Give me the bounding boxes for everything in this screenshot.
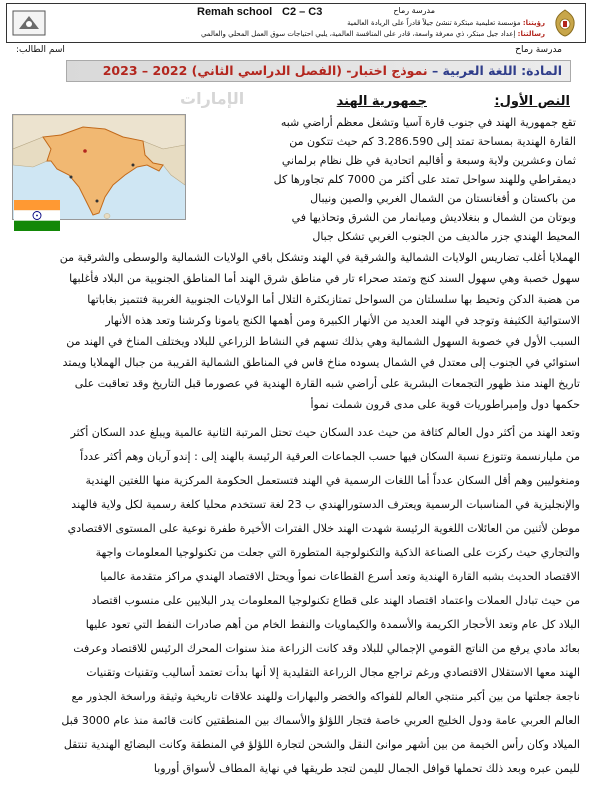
text-line: من مليارنسمة وتتوزع نسبة السكان فيها حسب الجماعات العرقية الرئيسة بالهند إلى : إندو آريان وهم أكثر عدداً [80, 450, 580, 463]
text-line: وتعد الهند من أكثر دول العالم كثافة من حيث عدد السكان حيث تحتل المرتبة الثانية عالمية ويبلغ عدد السكان أكثر [70, 426, 580, 439]
text-line: استوائي في الجنوب إلى معتدل في الشمال يسوده مناخ قاس في المناطق الشمالية القريبة من جبال الهملايا ويمتد [62, 356, 580, 369]
watermark-text: الإمارات [180, 89, 245, 108]
text-line: تقع جمهورية الهند في جنوب قارة آسيا وتشغل معظم أراضي شبه [280, 116, 576, 129]
text-line: تاريخ الهند منذ ظهور التجمعات البشرية على أراضي شبه القارة الهندية في عصورما قبل التاريخ وقد تعاقبت على [74, 377, 580, 390]
school-header [6, 3, 586, 43]
school-name-line: مدرسة رماح [515, 45, 562, 55]
school-logo-icon [11, 7, 47, 39]
text-line: سهول خصبة وهي سهول السند كنج وتمتد صحراء تار في مناطق شرق الهند أما المناطق الجنوبية من البلاد فأغلبها [69, 272, 580, 285]
grades-label: C2 – C3 [282, 6, 323, 18]
text-line: بعائد مادي يرفع من الناتج القومي الإجمالي للبلاد وقد كانت الزراعة منذ سنوات المحرك الرئيس للاقتصاد وعرفت [73, 642, 580, 655]
text-line: الاقتصاد الحديث بشبه القارة الهندية وتعد أسرع القطاعات نموأ ويحتل الاقتصاد الهندي مراكز متقدمة عالميا [100, 570, 580, 583]
section-title: النص الأول: [494, 94, 570, 109]
school-name-ar: مدرسة رماح [393, 6, 435, 15]
uae-emblem-icon [551, 8, 579, 38]
text-line: والإنجليزية في المناسبات الرسمية ويعترف الدستورالهندي ب 23 لغة تستخدم محليا كلغة رسمية لكل ولاية فالهند [71, 498, 580, 511]
text-line: والتجاري حيث ركزت على الصناعة الذكية والتكنولوجية المتطورة التي جعلت من تكنولوجيا المعلومات واجهة [95, 546, 580, 559]
text-line: السبب الأول في خصوبة السهول الشمالية وهي بذلك تسهم في النشاط الزراعي للبلاد ويختلف المناخ في الهند من [66, 335, 580, 348]
mission-statement [201, 30, 545, 38]
india-flag-icon [14, 200, 60, 231]
exam-title-bar [66, 60, 571, 82]
text-line: حكمها دول وإمبراطوريات قوية على مدى قرون شملت نموأ [310, 398, 580, 411]
mission-text: إعداد جيل مبتكر، ذي معرفة واسعة، قادر على المنافسة العالمية، يلبي احتياجات سوق العمل المحلي والعالمي [200, 30, 516, 38]
text-line: المحيط الهندي جزر مالديف من الجنوب الغربي تشكل جبال [312, 230, 580, 243]
text-line: ناجعة جعلتها من بين أكبر منتجي العالم للفواكه والخضر والبهارات وللهند علاقات تاريخية وثيقة وراسخة الجذور مع [71, 690, 580, 703]
mission-label: رسالتنا: [517, 30, 545, 38]
text-line: العالم العربي عامة ودول الخليج العربي خاصة فتجار اللؤلؤ والأسماك بين المنطقتين كانت قائمة منذ عام 3000 قبل [61, 714, 580, 727]
text-line: من هضبة الدكن وتحيط بها سلسلتان من السواحل تمتازبكثرة التلال أما الولايات الجنوبية الغربية فتتميز بغاباتها [87, 293, 580, 306]
text-line: ثمان وعشرين ولاية وسبعة و أقاليم اتحادية في ظل نظام برلماني [281, 154, 576, 167]
text-line: الهملايا أغلب تضاريس الولايات الشمالية والشرقية في الهند وتشكل باقي الولايات الشمالية والوسطى والشرقية من [59, 251, 580, 264]
text-line: وبوتان من الشمال و بنغلاديش وميانمار من الشرق وتحاذيها في [291, 211, 576, 224]
student-name-label: اسم الطالب: [16, 45, 65, 55]
text-line: الميلاد وكان رأس الخيمة من بين أشهر موانئ النقل والشحن لتجارة اللؤلؤ في المنطقة وكانت البضائع الهندية تنتقل [63, 738, 580, 751]
text-line: ومنغوليين وهم أقل السكان عدداً أما اللغات الرسمية في الهند فتستعمل الحكومة المركزية منها اللغتين الهندية [85, 474, 580, 487]
text-line: لليمن عبره وبعد ذلك تحملها قوافل الجمال لليمن لتجد طريقها في نهاية المطاف لأسواق أوروبا [153, 762, 580, 775]
school-name-en: Remah school [197, 6, 273, 18]
vision-text: مؤسسة تعليمية مبتكرة تنشئ جيلاً قادراً على الريادة العالمية [347, 19, 521, 27]
text-line: الاستوائية الكثيفة وتوجد في الهند العديد من الأنهار الكبيرة ومن أهمها الكنج يامونا وكرشنا وتعد هذه الأنهار [105, 314, 580, 327]
text-line: من باكستان و أفغانستان من الشمال الغربي والصين ونيبال [310, 192, 576, 205]
article-title: جمهورية الهند [336, 94, 427, 109]
text-line: البلاد كل عام وتعد الأحجار الكريمة والأسمدة والكيماويات والنفط الخام من أهم صادرات النفط التي تعود عليها [85, 618, 580, 631]
text-line: القارة الهندية بمساحة تمتد إلى 3.286.590 كم حيث تتكون من [289, 135, 576, 148]
text-line: الهند معها الاستقلال الاقتصادي ورغم تراجع مجال الزراعة التقليدية إلا أنها بدأت تعتمد أساليب وتقنيات وتقنيات [86, 666, 580, 679]
exam-title: نموذج اختبار- (الفصل الدراسي الثاني) 2022 – 2023 [102, 63, 428, 78]
text-line: من حيث تبادل العملات واعتماد اقتصاد الهند على قطاع تكنولوجيا المعلومات يدر البلايين على منسوب اقتصاد [91, 594, 580, 607]
text-line: ديمقراطي وللهند سواحل تمتد على أكثر من 7000 كلم تجاورها كل [273, 173, 576, 186]
text-line: موطن لأثنين من العائلات اللغوية الرئيسة شهدت الهند خلال الفترات الأخيرة طفرة نوعية على المستوى الاقتصادي [67, 522, 580, 535]
vision-label: رؤيتنا: [522, 19, 545, 27]
subject-title: المادة: اللغة العربية – [431, 63, 562, 78]
vision-statement [347, 19, 545, 27]
